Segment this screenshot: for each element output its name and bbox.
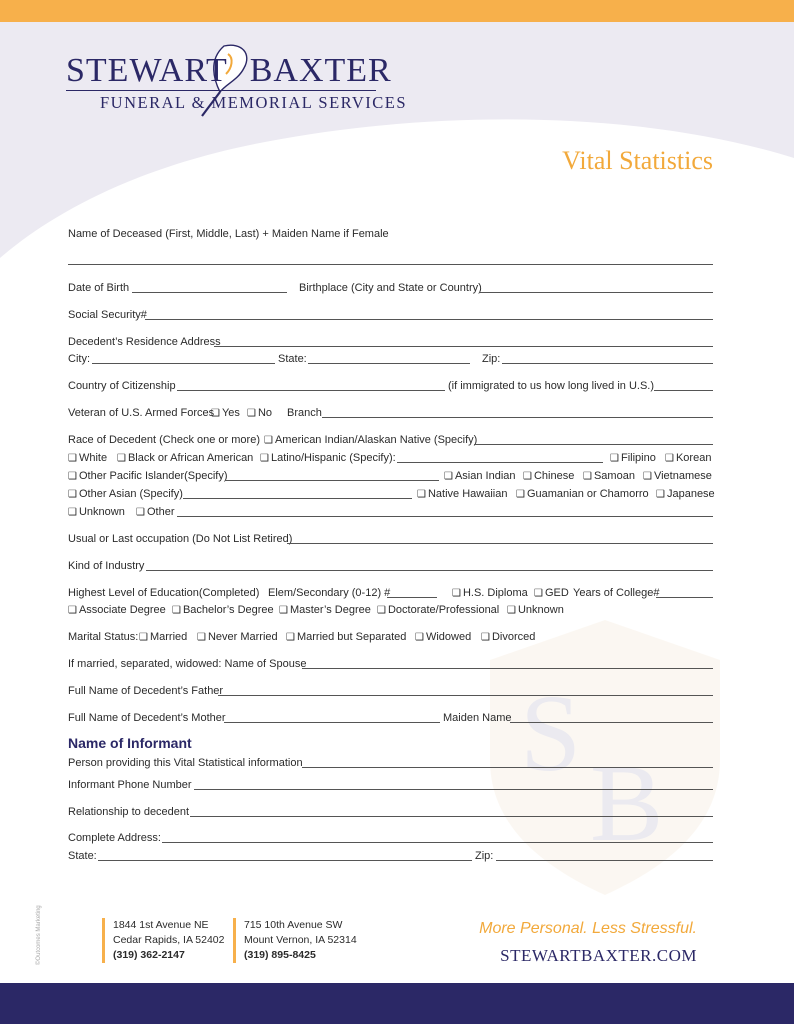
elem-field[interactable] xyxy=(387,597,437,598)
informant-state-label: State: xyxy=(68,850,97,862)
race-filipino-checkbox[interactable]: ❑ Filipino xyxy=(610,452,656,465)
sb-watermark-crest xyxy=(470,600,740,900)
race-latino-checkbox[interactable]: ❑ Latino/Hispanic (Specify): xyxy=(260,452,396,465)
race-chinese-checkbox[interactable]: ❑ Chinese xyxy=(523,470,574,483)
spouse-label: If married, separated, widowed: Name of Spouse xyxy=(68,658,307,670)
state-label: State: xyxy=(278,353,307,365)
informant-phone-label: Informant Phone Number xyxy=(68,779,192,791)
branch-field[interactable] xyxy=(322,417,713,418)
elem-label: Elem/Secondary (0-12) # xyxy=(268,587,391,599)
separated-checkbox[interactable]: ❑ Married but Separated xyxy=(286,631,406,644)
location1-phone[interactable]: (319) 362-2147 xyxy=(113,949,185,961)
birthplace-field[interactable] xyxy=(480,292,713,293)
location-cedar-rapids xyxy=(102,918,225,963)
education-unknown-checkbox[interactable]: ❑ Unknown xyxy=(507,604,564,617)
citizenship-field[interactable] xyxy=(177,390,445,391)
race-other-asian-field[interactable] xyxy=(183,498,412,499)
city-field[interactable] xyxy=(92,363,275,364)
race-white-checkbox[interactable]: ❑ White xyxy=(68,452,107,465)
veteran-label: Veteran of U.S. Armed Forces xyxy=(68,407,215,419)
zip-field[interactable] xyxy=(502,363,713,364)
informant-state-field[interactable] xyxy=(98,860,472,861)
website-link[interactable]: STEWARTBAXTER.COM xyxy=(500,946,697,965)
race-other-field[interactable] xyxy=(177,516,713,517)
svg-text:B: B xyxy=(590,742,664,864)
svg-text:S: S xyxy=(520,672,582,794)
informant-person-field[interactable] xyxy=(302,767,713,768)
marital-label: Marital Status: xyxy=(68,631,139,643)
birthplace-label: Birthplace (City and State or Country) xyxy=(299,282,482,294)
race-guamanian-checkbox[interactable]: ❑ Guamanian or Chamorro xyxy=(516,488,649,501)
ssn-field[interactable] xyxy=(145,319,713,320)
race-american-indian-checkbox[interactable]: ❑ American Indian/Alaskan Native (Specify) xyxy=(264,434,477,447)
race-pacific-checkbox[interactable]: ❑ Other Pacific Islander(Specify) xyxy=(68,470,228,483)
branch-label: Branch xyxy=(287,407,322,419)
race-japanese-checkbox[interactable]: ❑ Japanese xyxy=(656,488,715,501)
citizenship-label: Country of Citizenship xyxy=(68,380,176,392)
location-mount-vernon xyxy=(233,918,357,963)
never-married-checkbox[interactable]: ❑ Never Married xyxy=(197,631,278,644)
race-samoan-checkbox[interactable]: ❑ Samoan xyxy=(583,470,635,483)
residence-field[interactable] xyxy=(214,346,713,347)
married-checkbox[interactable]: ❑ Married xyxy=(139,631,187,644)
widowed-checkbox[interactable]: ❑ Widowed xyxy=(415,631,471,644)
industry-field[interactable] xyxy=(146,570,713,571)
tagline: More Personal. Less Stressful. xyxy=(479,920,697,937)
informant-phone-field[interactable] xyxy=(194,789,713,790)
education-label: Highest Level of Education(Completed) xyxy=(68,587,260,599)
location2-street: 715 10th Avenue SW xyxy=(244,919,343,931)
race-pacific-field[interactable] xyxy=(225,480,439,481)
logo-wordmark: STEWART BAXTER xyxy=(66,52,392,89)
informant-address-field[interactable] xyxy=(162,842,713,843)
spouse-field[interactable] xyxy=(302,668,713,669)
master-checkbox[interactable]: ❑ Master’s Degree xyxy=(279,604,371,617)
copyright-note: ©Outcomes Marketing xyxy=(36,905,42,965)
dob-field[interactable] xyxy=(132,292,287,293)
father-field[interactable] xyxy=(218,695,713,696)
veteran-yes-checkbox[interactable]: ❑ Yes xyxy=(211,407,240,420)
industry-label: Kind of Industry xyxy=(68,560,145,572)
immigrated-label: (if immigrated to us how long lived in U.S.) xyxy=(448,380,655,392)
logo-subtitle: FUNERAL & MEMORIAL SERVICES xyxy=(100,93,408,112)
race-other-checkbox[interactable]: ❑ Other xyxy=(136,506,174,519)
race-asian-indian-checkbox[interactable]: ❑ Asian Indian xyxy=(444,470,516,483)
dob-label: Date of Birth xyxy=(68,282,130,294)
race-vietnamese-checkbox[interactable]: ❑ Vietnamese xyxy=(643,470,712,483)
race-latino-field[interactable] xyxy=(397,462,603,463)
college-label: Years of College# xyxy=(573,587,660,599)
race-unknown-checkbox[interactable]: ❑ Unknown xyxy=(68,506,125,519)
ged-checkbox[interactable]: ❑ GED xyxy=(534,587,569,600)
bottom-accent-bar xyxy=(0,983,794,1024)
zip-label: Zip: xyxy=(482,353,501,365)
location2-phone[interactable]: (319) 895-8425 xyxy=(244,949,316,961)
company-logo xyxy=(66,40,408,120)
immigrated-field[interactable] xyxy=(654,390,713,391)
doctorate-checkbox[interactable]: ❑ Doctorate/Professional xyxy=(377,604,499,617)
race-american-indian-field[interactable] xyxy=(474,444,713,445)
page-title: Vital Statistics xyxy=(562,146,713,175)
race-other-asian-checkbox[interactable]: ❑ Other Asian (Specify) xyxy=(68,488,183,501)
residence-label: Decedent’s Residence Address xyxy=(68,336,221,348)
maiden-field[interactable] xyxy=(510,722,713,723)
informant-person-label: Person providing this Vital Statistical information xyxy=(68,757,303,769)
veteran-no-checkbox[interactable]: ❑ No xyxy=(247,407,272,420)
race-black-checkbox[interactable]: ❑ Black or African American xyxy=(117,452,253,465)
relationship-label: Relationship to decedent xyxy=(68,806,190,818)
deceased-name-field[interactable] xyxy=(68,264,713,265)
race-label: Race of Decedent (Check one or more) xyxy=(68,434,260,446)
maiden-label: Maiden Name xyxy=(443,712,512,724)
informant-zip-label: Zip: xyxy=(475,850,494,862)
informant-zip-field[interactable] xyxy=(496,860,713,861)
state-field[interactable] xyxy=(308,363,470,364)
race-hawaiian-checkbox[interactable]: ❑ Native Hawaiian xyxy=(417,488,507,501)
city-label: City: xyxy=(68,353,90,365)
header-background xyxy=(0,0,794,260)
mother-label: Full Name of Decedent’s Mother xyxy=(68,712,226,724)
relationship-field[interactable] xyxy=(190,816,713,817)
location1-street: 1844 1st Avenue NE xyxy=(113,919,209,931)
hs-diploma-checkbox[interactable]: ❑ H.S. Diploma xyxy=(452,587,528,600)
father-label: Full Name of Decedent’s Father xyxy=(68,685,224,697)
informant-address-label: Complete Address: xyxy=(68,832,161,844)
divorced-checkbox[interactable]: ❑ Divorced xyxy=(481,631,535,644)
location2-city: Mount Vernon, IA 52314 xyxy=(244,934,357,946)
ssn-label: Social Security# xyxy=(68,309,147,321)
occupation-label: Usual or Last occupation (Do Not List Retired) xyxy=(68,533,293,545)
mother-field[interactable] xyxy=(224,722,440,723)
informant-heading: Name of Informant xyxy=(68,735,192,751)
race-korean-checkbox[interactable]: ❑ Korean xyxy=(665,452,711,465)
location1-city: Cedar Rapids, IA 52402 xyxy=(113,934,225,946)
bachelor-checkbox[interactable]: ❑ Bachelor’s Degree xyxy=(172,604,274,617)
associate-checkbox[interactable]: ❑ Associate Degree xyxy=(68,604,166,617)
logo-divider xyxy=(66,90,376,91)
occupation-field[interactable] xyxy=(287,543,713,544)
college-field[interactable] xyxy=(656,597,713,598)
deceased-name-label: Name of Deceased (First, Middle, Last) + Maiden Name if Female xyxy=(68,228,389,240)
